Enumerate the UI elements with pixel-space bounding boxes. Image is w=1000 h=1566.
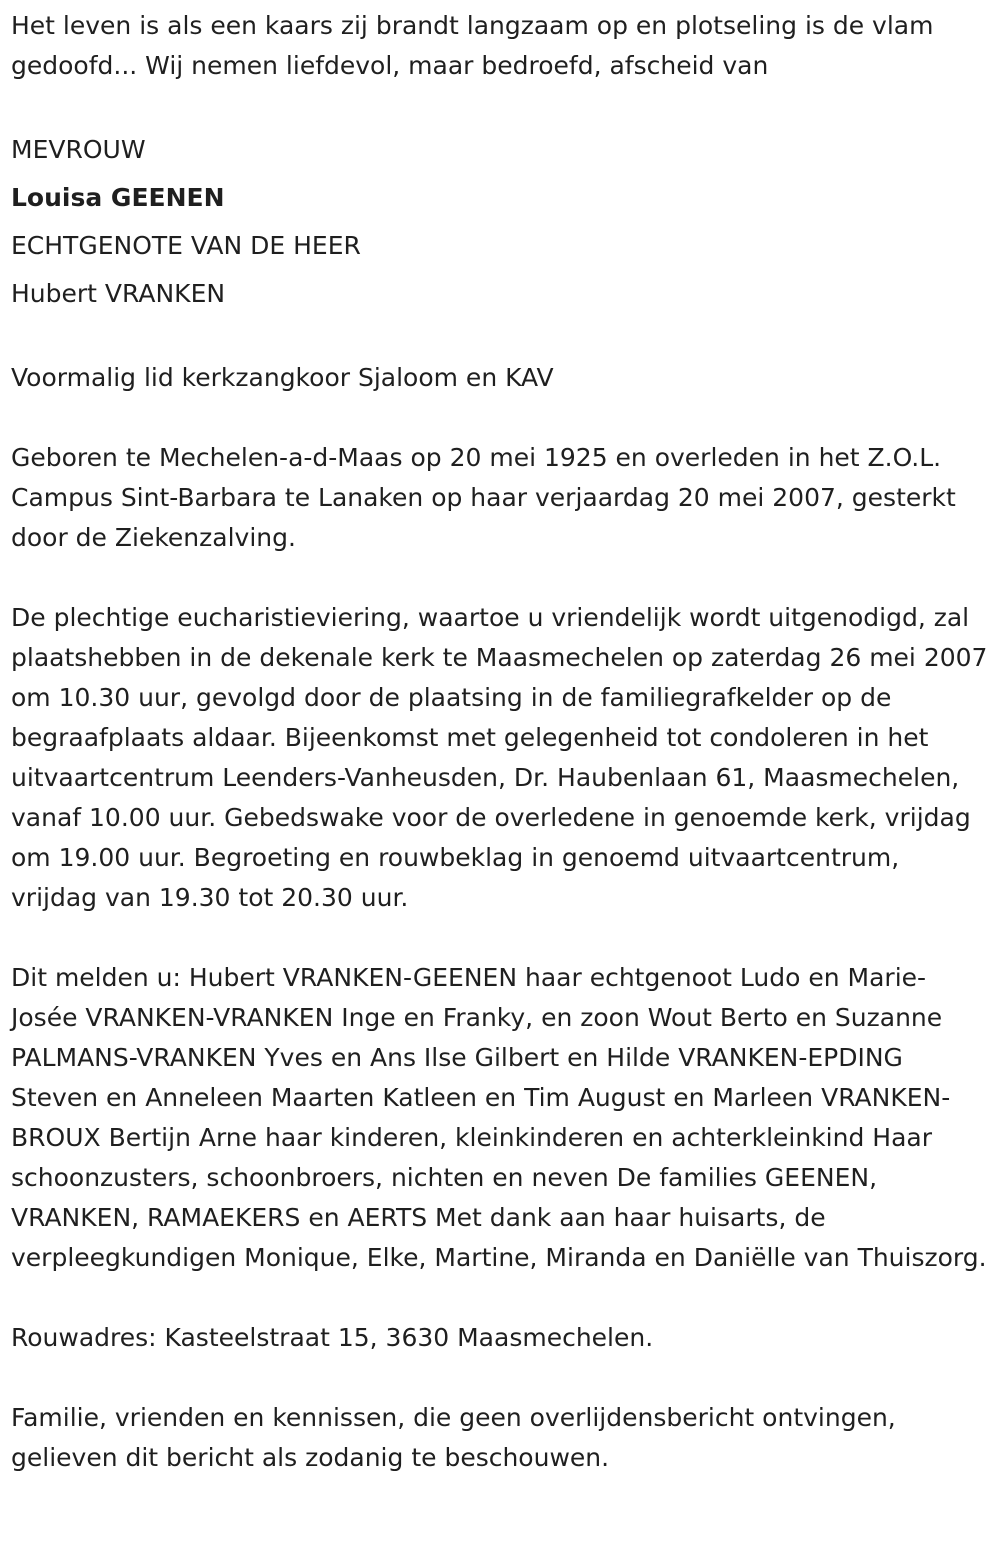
spouse-label: ECHTGENOTE VAN DE HEER: [11, 231, 361, 260]
spouse-name: Hubert VRANKEN: [11, 279, 226, 308]
family-text: Dit melden u: Hubert VRANKEN-GEENEN haar echtgenoot Ludo en Marie-Josée VRANKEN-VRANKEN Inge en Franky, en zoon Wout Berto en Suzanne PALMANS-VRANKEN Yves en Ans Ilse Gilbert en Hilde VRANKEN-EPDING Steven en Anneleen Maarten Katleen en Tim August en Marleen VRANKEN-BROUX Bertijn Arne haar kinderen, kleinkinderen en achterkleinkind Haar schoonzusters, schoonbroers, nichten en neven De families GEENEN, VRANKEN, RAMAEKERS en AERTS Met dank aan haar huisarts, de verpleegkundigen Monique, Elke, Martine, Miranda en Daniëlle van Thuiszorg.: [11, 963, 987, 1272]
membership-text: Voormalig lid kerkzangkoor Sjaloom en KAV: [11, 363, 554, 392]
address-text: Rouwadres: Kasteelstraat 15, 3630 Maasmechelen.: [11, 1323, 654, 1352]
title-text: MEVROUW: [11, 135, 146, 164]
closing-text: Familie, vrienden en kennissen, die geen overlijdensbericht ontvingen, gelieven dit bericht als zodanig te beschouwen.: [11, 1403, 896, 1472]
ceremony-text: De plechtige eucharistieviering, waartoe u vriendelijk wordt uitgenodigd, zal plaatshebben in de dekenale kerk te Maasmechelen op zaterdag 26 mei 2007 om 10.30 uur, gevolgd door de plaatsing in de familiegrafkelder op de begraafplaats aldaar. Bijeenkomst met gelegenheid tot condoleren in het uitvaartcentrum Leenders-Vanheusden, Dr. Haubenlaan 61, Maasmechelen, vanaf 10.00 uur. Gebedswake voor de overledene in genoemde kerk, vrijdag om 19.00 uur. Begroeting en rouwbeklag in genoemd uitvaartcentrum, vrijdag van 19.30 tot 20.30 uur.: [11, 603, 988, 912]
deceased-name: Louisa GEENEN: [11, 183, 225, 212]
intro-text: Het leven is als een kaars zij brandt langzaam op en plotseling is de vlam gedoofd... Wij nemen liefdevol, maar bedroefd, afscheid van: [11, 11, 934, 80]
birth-death-text: Geboren te Mechelen-a-d-Maas op 20 mei 1925 en overleden in het Z.O.L. Campus Sint-Barbara te Lanaken op haar verjaardag 20 mei 2007, gesterkt door de Ziekenzalving.: [11, 443, 956, 552]
